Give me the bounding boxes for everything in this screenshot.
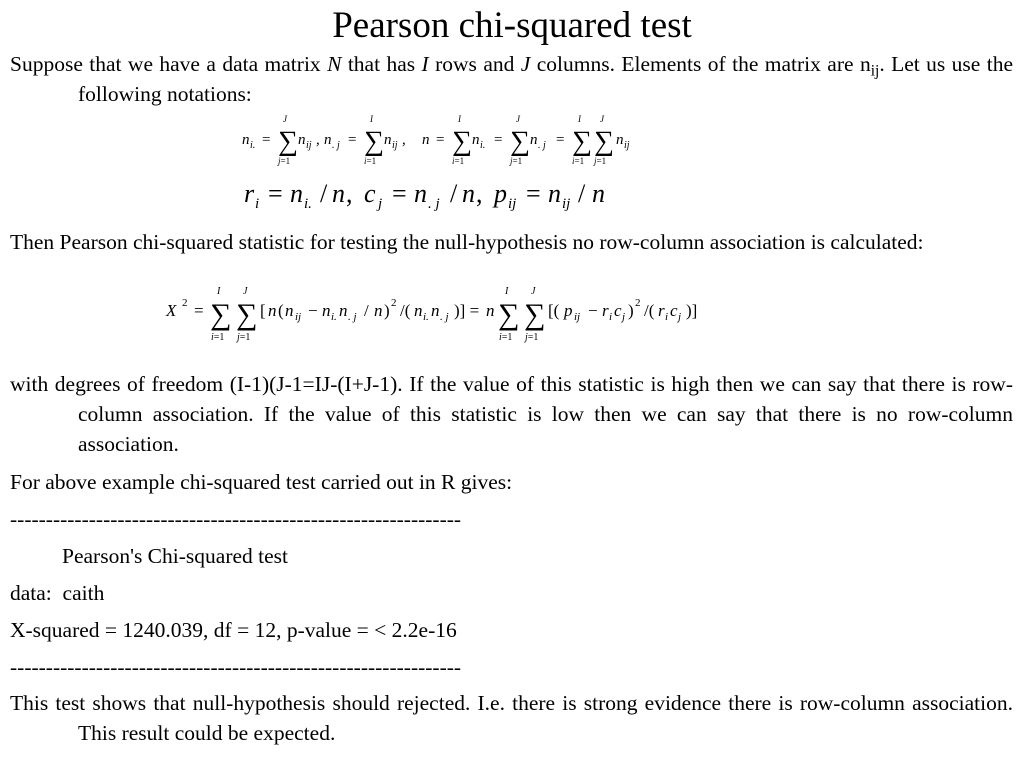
svg-text:i=1: i=1 [572,156,585,166]
svg-text:/: / [364,301,369,320]
svg-text:i: i [255,196,260,212]
r-result-line: X-squared = 1240.039, df = 12, p-value = < 2.2e-16 [10,618,457,642]
svg-text:i=1: i=1 [364,156,377,166]
r-test-name: Pearson's Chi-squared test [62,544,289,568]
svg-text:/: / [578,179,586,208]
svg-text:I: I [458,114,461,124]
svg-text:n: n [548,179,561,208]
svg-text:. j: . j [348,311,357,323]
intro-text-1: Suppose that we have a data matrix [10,52,328,76]
svg-text:=: = [348,132,357,148]
svg-text:j: j [378,196,383,212]
svg-text:. j: . j [428,196,440,212]
svg-text:I: I [505,286,509,297]
svg-text:=: = [392,179,407,208]
intro-matrix-symbol: N [327,52,342,76]
svg-text:c: c [614,301,622,320]
svg-text:∑: ∑ [524,298,546,331]
svg-text:ij: ij [562,196,571,212]
svg-text:n: n [374,301,383,320]
svg-text:j=1: j=1 [525,332,539,343]
statistic-paragraph: Then Pearson chi-squared statistic for testing the null-hypothesis no row-column association is calculated: [10,230,924,254]
svg-text:J: J [283,114,287,124]
intro-rows-symbol: I [421,52,429,76]
svg-text:,: , [316,132,320,148]
svg-text:∑: ∑ [364,126,384,157]
svg-text:∑: ∑ [498,298,520,331]
svg-text:=: = [262,132,271,148]
svg-text:ij: ij [624,140,630,151]
svg-text:∑: ∑ [510,126,530,157]
svg-text:. j: . j [332,140,340,151]
svg-text:2: 2 [635,297,641,309]
svg-text:n: n [285,301,294,320]
svg-text:p: p [494,179,507,208]
svg-text:i=1: i=1 [499,332,513,343]
svg-text:=: = [494,132,503,148]
svg-text:J: J [600,114,604,124]
svg-text:I: I [370,114,373,124]
svg-text:/: / [450,179,458,208]
svg-text:i.: i. [480,140,486,151]
svg-text:X: X [166,301,177,320]
svg-text:ij: ij [295,311,302,323]
svg-text:r: r [602,301,609,320]
svg-text:n: n [290,179,303,208]
svg-text:ij: ij [508,196,517,212]
svg-text:n: n [242,132,250,148]
svg-text:. j: . j [538,140,546,151]
svg-text:,: , [346,179,353,208]
svg-text:r: r [658,301,665,320]
r-data-line: data: caith [10,581,105,605]
svg-text:J: J [516,114,520,124]
svg-text:n: n [384,132,392,148]
svg-text:[: [ [260,301,266,320]
svg-text:n: n [332,179,345,208]
svg-text:/(: /( [644,301,655,320]
svg-text:n: n [486,301,495,320]
svg-text:)] =: )] = [454,301,480,320]
svg-text:): ) [384,301,390,320]
svg-text:n: n [268,301,277,320]
svg-text:n: n [431,301,440,320]
svg-text:−: − [588,301,598,320]
separator-bottom: --------------------------------------------------------------- [10,655,462,679]
conclusion-paragraph: This test shows that null-hypothesis should rejected. I.e. there is strong evidence there is row-column association. This result could be expected. [10,691,1013,745]
svg-text:i.: i. [304,196,312,212]
svg-text:): ) [628,301,634,320]
svg-text:I: I [217,286,221,297]
chi-squared-formula [160,282,760,344]
svg-text:)]: )] [686,301,698,320]
intro-subscript: ij [870,62,880,80]
svg-text:i=1: i=1 [211,332,225,343]
svg-text:n: n [414,179,427,208]
svg-text:j=1: j=1 [510,156,523,166]
svg-text:i.: i. [331,311,337,323]
svg-text:n: n [472,132,480,148]
svg-text:∑: ∑ [572,126,592,157]
degrees-of-freedom-paragraph: with degrees of freedom (I-1)(J-1=IJ-(I+J-1). If the value of this statistic is high then we can say that there is row-column association. If the value of this statistic is low then we can say that there is no row-column association. [10,372,1013,456]
svg-text:i: i [665,311,669,323]
intro-text-4: columns. Elements of the matrix are n [530,52,871,76]
intro-text-3: rows and [428,52,521,76]
svg-text:i: i [609,311,613,323]
svg-text:. j: . j [440,311,449,323]
svg-text:ij: ij [392,140,398,151]
svg-text:∑: ∑ [594,126,614,157]
svg-text:2: 2 [391,297,397,309]
svg-text:−: − [308,301,318,320]
page-title: Pearson chi-squared test [332,5,692,46]
intro-text-5: . Let us use the following notations: [78,52,1013,106]
svg-text:n: n [322,301,331,320]
svg-text:j: j [622,311,626,323]
svg-text:ij: ij [306,140,312,151]
svg-text:i=1: i=1 [452,156,465,166]
svg-text:,: , [402,132,406,148]
svg-text:c: c [364,179,376,208]
svg-text:r: r [244,179,255,208]
svg-text:ij: ij [574,311,581,323]
svg-text:n: n [592,179,605,208]
svg-text:j=1: j=1 [237,332,251,343]
svg-text:n: n [339,301,348,320]
intro-text-2: that has [341,52,422,76]
example-intro-text: For above example chi-squared test carried out in R gives: [10,470,513,494]
svg-text:=: = [194,301,204,320]
svg-text:,: , [476,179,483,208]
svg-text:=: = [436,132,445,148]
svg-text:p: p [564,301,573,320]
svg-text:/(: /( [400,301,411,320]
intro-paragraph [10,49,1013,109]
svg-text:=: = [556,132,565,148]
svg-text:j=1: j=1 [278,156,291,166]
svg-text:n: n [462,179,475,208]
svg-text:=: = [268,179,283,208]
svg-text:I: I [578,114,581,124]
svg-text:∑: ∑ [278,126,298,157]
svg-text:n: n [298,132,306,148]
svg-text:∑: ∑ [210,298,232,331]
svg-text:n: n [324,132,332,148]
svg-text:/: / [320,179,328,208]
proportions-formula [240,174,660,214]
intro-cols-symbol: J [520,52,531,76]
marginal-sums-formula [236,112,656,168]
svg-text:[(: [( [548,301,560,320]
svg-text:j: j [678,311,682,323]
svg-text:=: = [526,179,541,208]
svg-text:i.: i. [250,140,256,151]
svg-text:J: J [531,286,536,297]
svg-text:J: J [243,286,248,297]
svg-text:i.: i. [423,311,429,323]
svg-text:(: ( [278,301,284,320]
svg-text:∑: ∑ [236,298,258,331]
svg-text:2: 2 [182,297,188,309]
svg-text:n: n [414,301,423,320]
svg-text:c: c [670,301,678,320]
svg-text:n: n [530,132,538,148]
svg-text:j=1: j=1 [594,156,607,166]
separator-top: --------------------------------------------------------------- [10,507,462,531]
svg-text:n: n [616,132,624,148]
svg-text:n: n [422,132,430,148]
svg-text:∑: ∑ [452,126,472,157]
